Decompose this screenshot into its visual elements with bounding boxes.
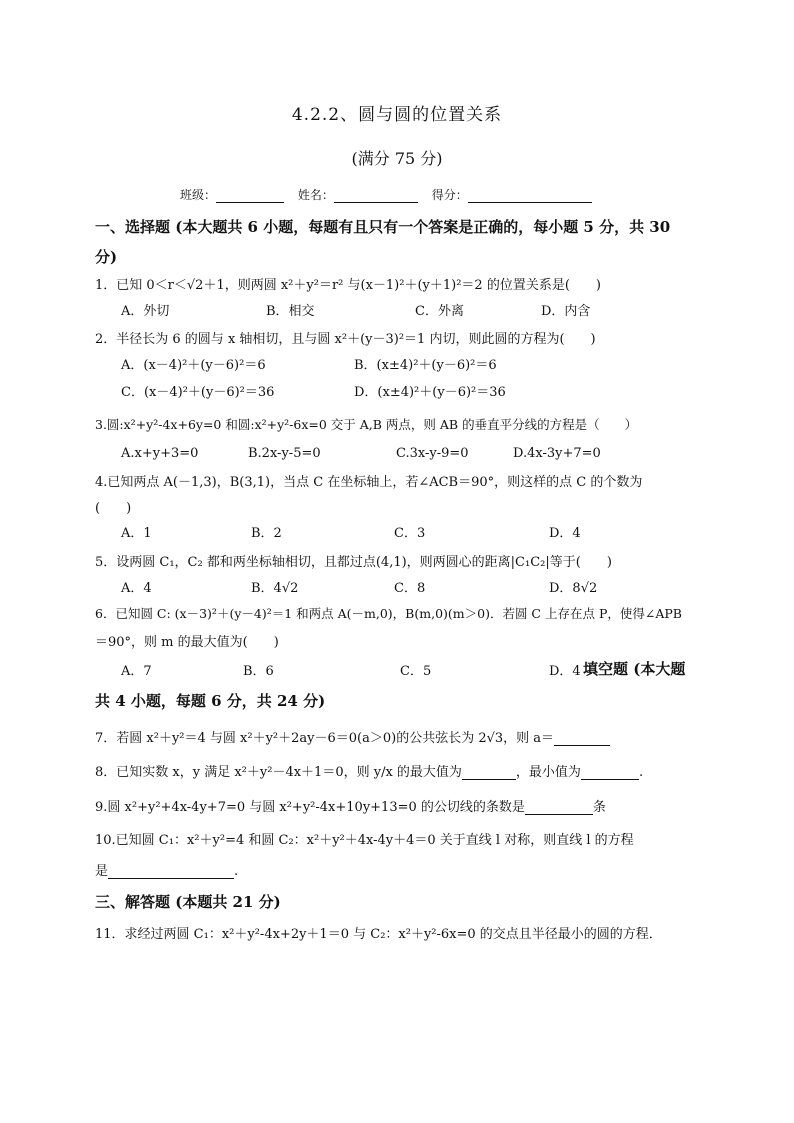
option-b[interactable]: B．6 — [243, 664, 274, 679]
question-8 — [95, 761, 643, 780]
option-d[interactable]: D．4 — [549, 526, 581, 541]
question-6: 6．已知圆 C: (x－3)²＋(y－4)²＝1 和两点 A(－m,0)，B(m,0)(m＞0)．若圆 C 上存在点 P，使得∠APB — [95, 606, 682, 621]
option-c[interactable]: C．外离 — [415, 304, 464, 319]
score-label: 得分： — [431, 188, 468, 202]
question-6-cont: ＝90°，则 m 的最大值为( ) — [95, 635, 279, 650]
name-field[interactable] — [334, 188, 418, 203]
option-a[interactable]: A．外切 — [121, 304, 170, 319]
answer-blank-min[interactable] — [581, 767, 639, 780]
score-total: (满分 75 分) — [351, 149, 443, 168]
score-field[interactable] — [468, 188, 592, 203]
section-heading-cont: 分) — [95, 248, 118, 266]
question-7-stem: 7．若圆 x²＋y²＝4 与圆 x²＋y²＋2ay－6＝0(a＞0)的公共弦长为 2√3，则 a＝ — [95, 731, 555, 746]
question-8-mid: ，最小值为 — [515, 765, 581, 780]
question-4-cont: ( ) — [95, 501, 132, 516]
question-10-cont — [95, 860, 238, 879]
section-heading-cont: 共 4 小题，每题 6 分，共 24 分) — [95, 692, 326, 710]
option-b[interactable]: B．(x±4)²＋(y－6)²＝6 — [354, 358, 497, 373]
question-4: 4.已知两点 A(－1,3)，B(3,1)，当点 C 在坐标轴上，若∠ACB＝90°，则这样的点 C 的个数为 — [95, 475, 643, 490]
name-label: 姓名： — [297, 188, 334, 202]
question-8-end: . — [638, 765, 644, 780]
answer-blank[interactable] — [554, 733, 610, 746]
option-d[interactable]: D．(x±4)²＋(y－6)²＝36 — [354, 385, 506, 400]
question-10-end: . — [234, 864, 239, 879]
option-c[interactable]: C．8 — [394, 581, 426, 596]
option-a[interactable]: A．7 — [121, 664, 152, 679]
option-a[interactable]: A．4 — [121, 581, 152, 596]
question-9 — [95, 796, 606, 815]
page-title: 4.2.2、圆与圆的位置关系 — [291, 105, 503, 125]
option-b[interactable]: B.2x-y-5=0 — [248, 446, 321, 461]
question-9-stem: 9.圆 x²+y²+4x-4y+7=0 与圆 x²+y²-4x+10y+13=0 的公切线的条数是 — [95, 800, 525, 815]
question-3: 3.圆:x²+y²-4x+6y=0 和圆:x²+y²-6x=0 交于 A,B 两点，则 AB 的垂直平分线的方程是（ ） — [95, 417, 638, 432]
option-b[interactable]: B．4√2 — [251, 581, 299, 596]
question-8-stem: 8．已知实数 x，y 满足 x²＋y²－4x＋1＝0，则 y/x 的最大值为 — [95, 765, 462, 780]
question-9-end: 条 — [592, 800, 606, 815]
option-c[interactable]: C．(x－4)²＋(y－6)²＝36 — [121, 385, 275, 400]
section-heading: 一、选择题 (本大题共 6 小题，每题有且只有一个答案是正确的，每小题 5 分，共 30 — [95, 218, 671, 236]
answer-blank[interactable] — [108, 866, 234, 879]
option-a[interactable]: A．(x－4)²＋(y－6)²＝6 — [121, 358, 266, 373]
option-d[interactable]: D．内含 — [541, 304, 591, 319]
option-a[interactable]: A．1 — [121, 526, 152, 541]
question-11: 11．求经过两圆 C₁：x²＋y²-4x+2y＋1＝0 与 C₂：x²＋y²-6x=0 的交点且半径最小的圆的方程． — [95, 927, 662, 942]
option-b[interactable]: B．2 — [251, 526, 282, 541]
answer-blank[interactable] — [525, 802, 593, 815]
question-2: 2．半径长为 6 的圆与 x 轴相切，且与圆 x²＋(y－3)²＝1 内切，则此圆的方程为( ) — [95, 332, 596, 347]
option-d[interactable]: D．4 — [549, 664, 581, 679]
section-heading: 填空题 (本大题 — [583, 660, 686, 678]
option-d[interactable]: D.4x-3y+7=0 — [513, 446, 601, 461]
answer-blank-max[interactable] — [462, 767, 516, 780]
student-info-row — [180, 186, 602, 203]
question-7 — [95, 727, 610, 746]
question-5: 5．设两圆 C₁，C₂ 都和两坐标轴相切，且都过点(4,1)，则两圆心的距离|C₁C₂|等于( ) — [95, 555, 612, 570]
option-c[interactable]: C.3x-y-9=0 — [396, 446, 469, 461]
option-c[interactable]: C．3 — [394, 526, 426, 541]
class-field[interactable] — [216, 188, 284, 203]
option-d[interactable]: D．8√2 — [549, 581, 598, 596]
class-label: 班级： — [180, 188, 217, 202]
option-c[interactable]: C．5 — [400, 664, 432, 679]
option-b[interactable]: B．相交 — [266, 304, 315, 319]
section-heading: 三、解答题 (本题共 21 分) — [95, 893, 281, 911]
question-10-stem2: 是 — [95, 864, 109, 879]
question-1: 1．已知 0＜r＜√2＋1，则两圆 x²＋y²＝r² 与(x－1)²＋(y＋1)²＝2 的位置关系是( ) — [95, 278, 601, 293]
question-10: 10.已知圆 C₁：x²＋y²=4 和圆 C₂：x²＋y²＋4x-4y＋4＝0 关于直线 l 对称，则直线 l 的方程 — [95, 833, 634, 848]
option-a[interactable]: A.x+y+3=0 — [121, 446, 199, 461]
